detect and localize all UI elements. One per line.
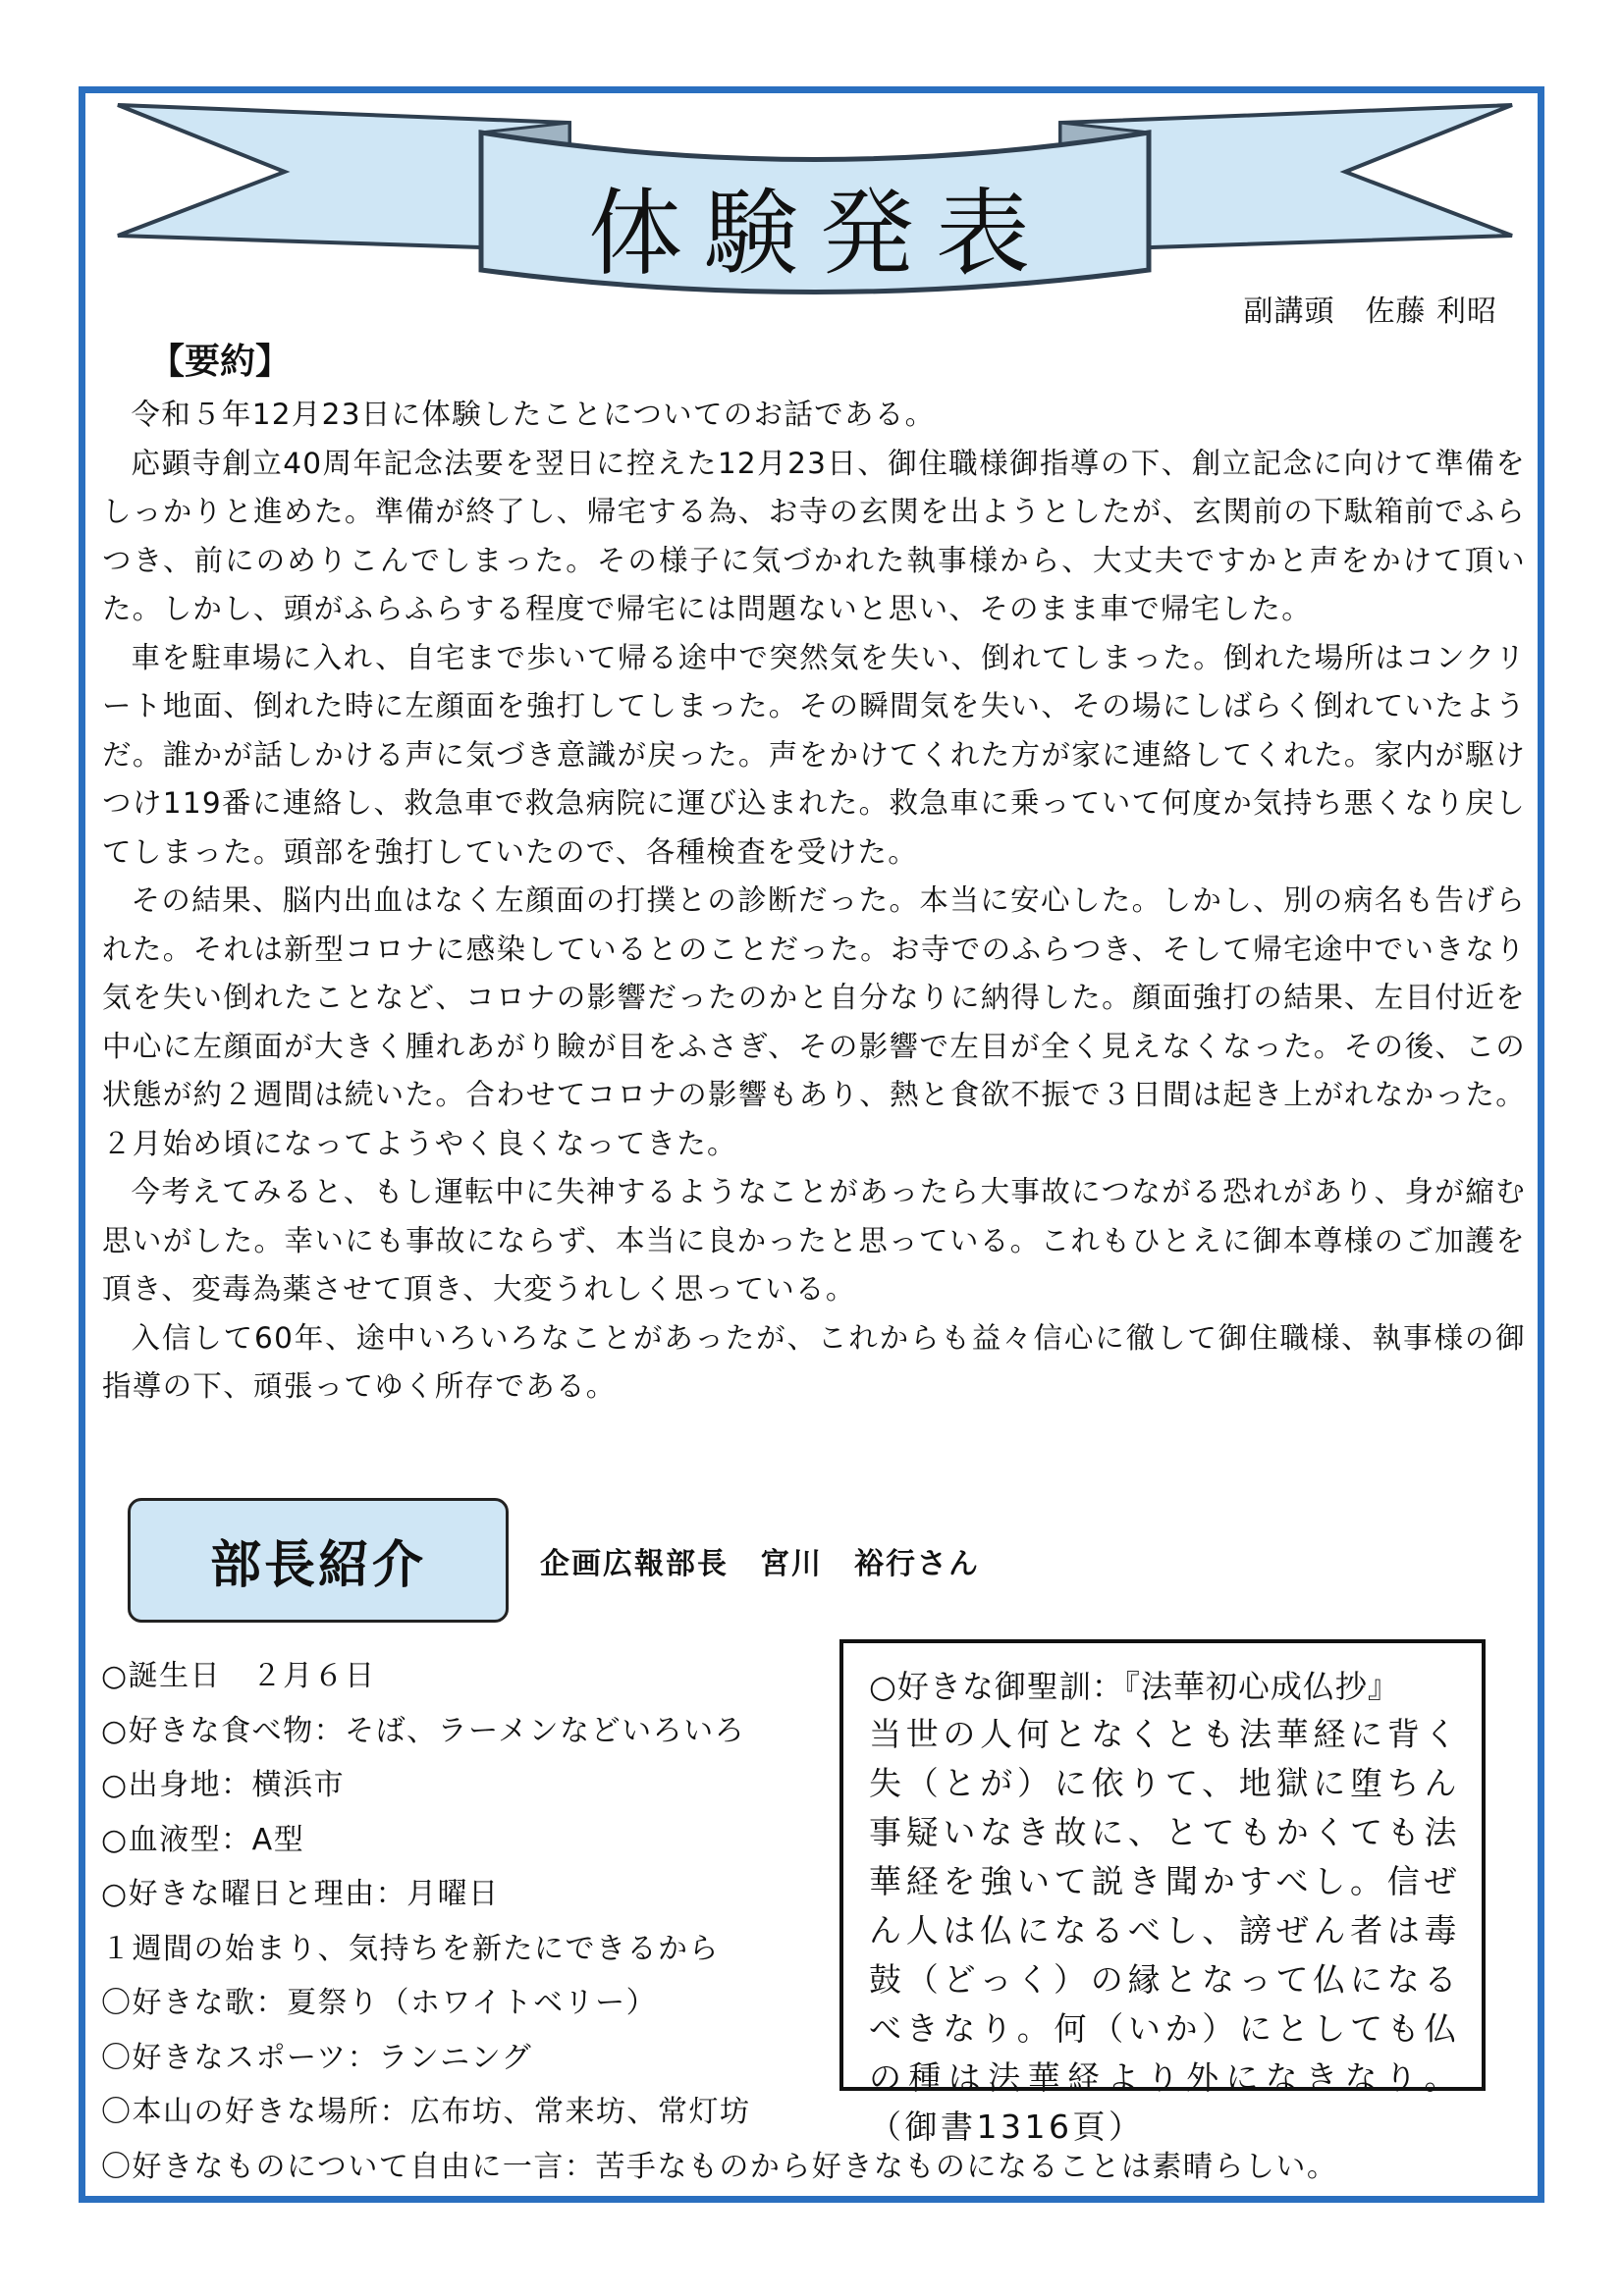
section-subtitle: 企画広報部長 宮川 裕行さん <box>540 1547 980 1581</box>
profile-item: ○血液型：A型 <box>101 1822 305 1857</box>
summary-paragraph: 令和５年12月23日に体験したことについてのお話である。 <box>131 398 936 431</box>
section-title: 部長紹介 <box>209 1536 426 1595</box>
profile-item: 〇好きな歌：夏祭り（ホワイトベリー） <box>101 1986 658 2020</box>
summary-paragraph: 入信して60年、途中いろいろなことがあったが、これからも益々信心に徹して御住職様、執事様の御指導の下、頑張ってゆく所存である。 <box>102 1320 1526 1403</box>
section-title-box <box>128 1498 509 1623</box>
quote-title: ○好きな御聖訓：『法華初心成仏抄』 <box>869 1668 1400 1705</box>
summary-paragraph: 今考えてみると、もし運転中に失神するようなことがあったら大事故につながる恐れがあり、身が縮む思いがした。幸いにも事故にならず、本当に良かったと思っている。これもひとえに御本尊様のご加護を頂き、変毒為薬させて頂き、大変うれしく思っている。 <box>102 1175 1526 1306</box>
summary-paragraph: 車を駐車場に入れ、自宅まで歩いて帰る途中で突然気を失い、倒れてしまった。倒れた場所はコンクリート地面、倒れた時に左顔面を強打してしまった。その瞬間気を失い、その場にしばらく倒れていたようだ。誰かが話しかける声に気づき意識が戻った。声をかけてくれた方が家に連絡してくれた。家内が駆けつけ119番に連絡し、救急車で救急病院に運び込まれた。救急車に乗っていて何度か気持ち悪くなり戻してしまった。頭部を強打していたので、各種検査を受けた。 <box>102 640 1526 869</box>
profile-item: 〇好きなものについて自由に一言：苦手なものから好きなものになることは素晴らしい。 <box>101 2149 1338 2184</box>
profile-item: ○好きな食べ物：そば、ラーメンなどいろいろ <box>101 1713 746 1748</box>
profile-item: ○好きな曜日と理由：月曜日 <box>101 1877 500 1911</box>
quote-box <box>839 1639 1486 2146</box>
profile-item: ○出身地：横浜市 <box>101 1768 346 1802</box>
summary-paragraph: 応顕寺創立40周年記念法要を翌日に控えた12月23日、御住職様御指導の下、創立記念に向けて準備をしっかりと進めた。準備が終了し、帰宅する為、お寺の玄関を出ようとしたが、玄関前の下駄箱前でふらつき、前にのめりこんでしまった。その様子に気づかれた執事様から、大丈夫ですかと声をかけて頂いた。しかし、頭がふらふらする程度で帰宅には問題ないと思い、そのまま車で帰宅した。 <box>102 446 1526 625</box>
profile-item: １週間の始まり、気持ちを新たにできるから <box>101 1931 720 1966</box>
profile-item: ○誕生日 ２月６日 <box>101 1659 376 1693</box>
profile-item: 〇好きなスポーツ：ランニング <box>101 2040 533 2075</box>
summary-paragraph: その結果、脳内出血はなく左顔面の打撲との診断だった。本当に安心した。しかし、別の病名も告げられた。それは新型コロナに感染しているとのことだった。お寺でのふらつき、そして帰宅途中でいきなり気を失い倒れたことなど、コロナの影響だったのかと自分なりに納得した。顔面強打の結果、左目付近を中心に左顔面が大きく腫れあがり瞼が目をふさぎ、その影響で左目が全く見えなくなった。その後、この状態が約２週間は続いた。合わせてコロナの影響もあり、熱と食欲不振で３日間は起き上がれなかった。２月始め頃になってようやく良くなってきた。 <box>102 883 1526 1160</box>
summary-body <box>102 391 1526 1412</box>
profile-item: 〇本山の好きな場所：広布坊、常来坊、常灯坊 <box>101 2095 751 2129</box>
page-title: 体験発表 <box>588 178 1052 289</box>
quote-body: 当世の人何となくとも法華経に背く失（とが）に依りて、地獄に堕ちん事疑いなき故に、とてもかくても法華経を強いて説き聞かすべし。信ぜん人は仏になるべし、謗ぜん者は毒鼓（どっく）の縁となって仏になるべきなり。何（いか）にとしても仏の種は法華経より外になきなり。（御書1316頁） <box>869 1715 1460 2146</box>
author-line: 副講頭 佐藤 利昭 <box>1243 294 1497 329</box>
summary-heading: 【要約】 <box>149 342 292 382</box>
